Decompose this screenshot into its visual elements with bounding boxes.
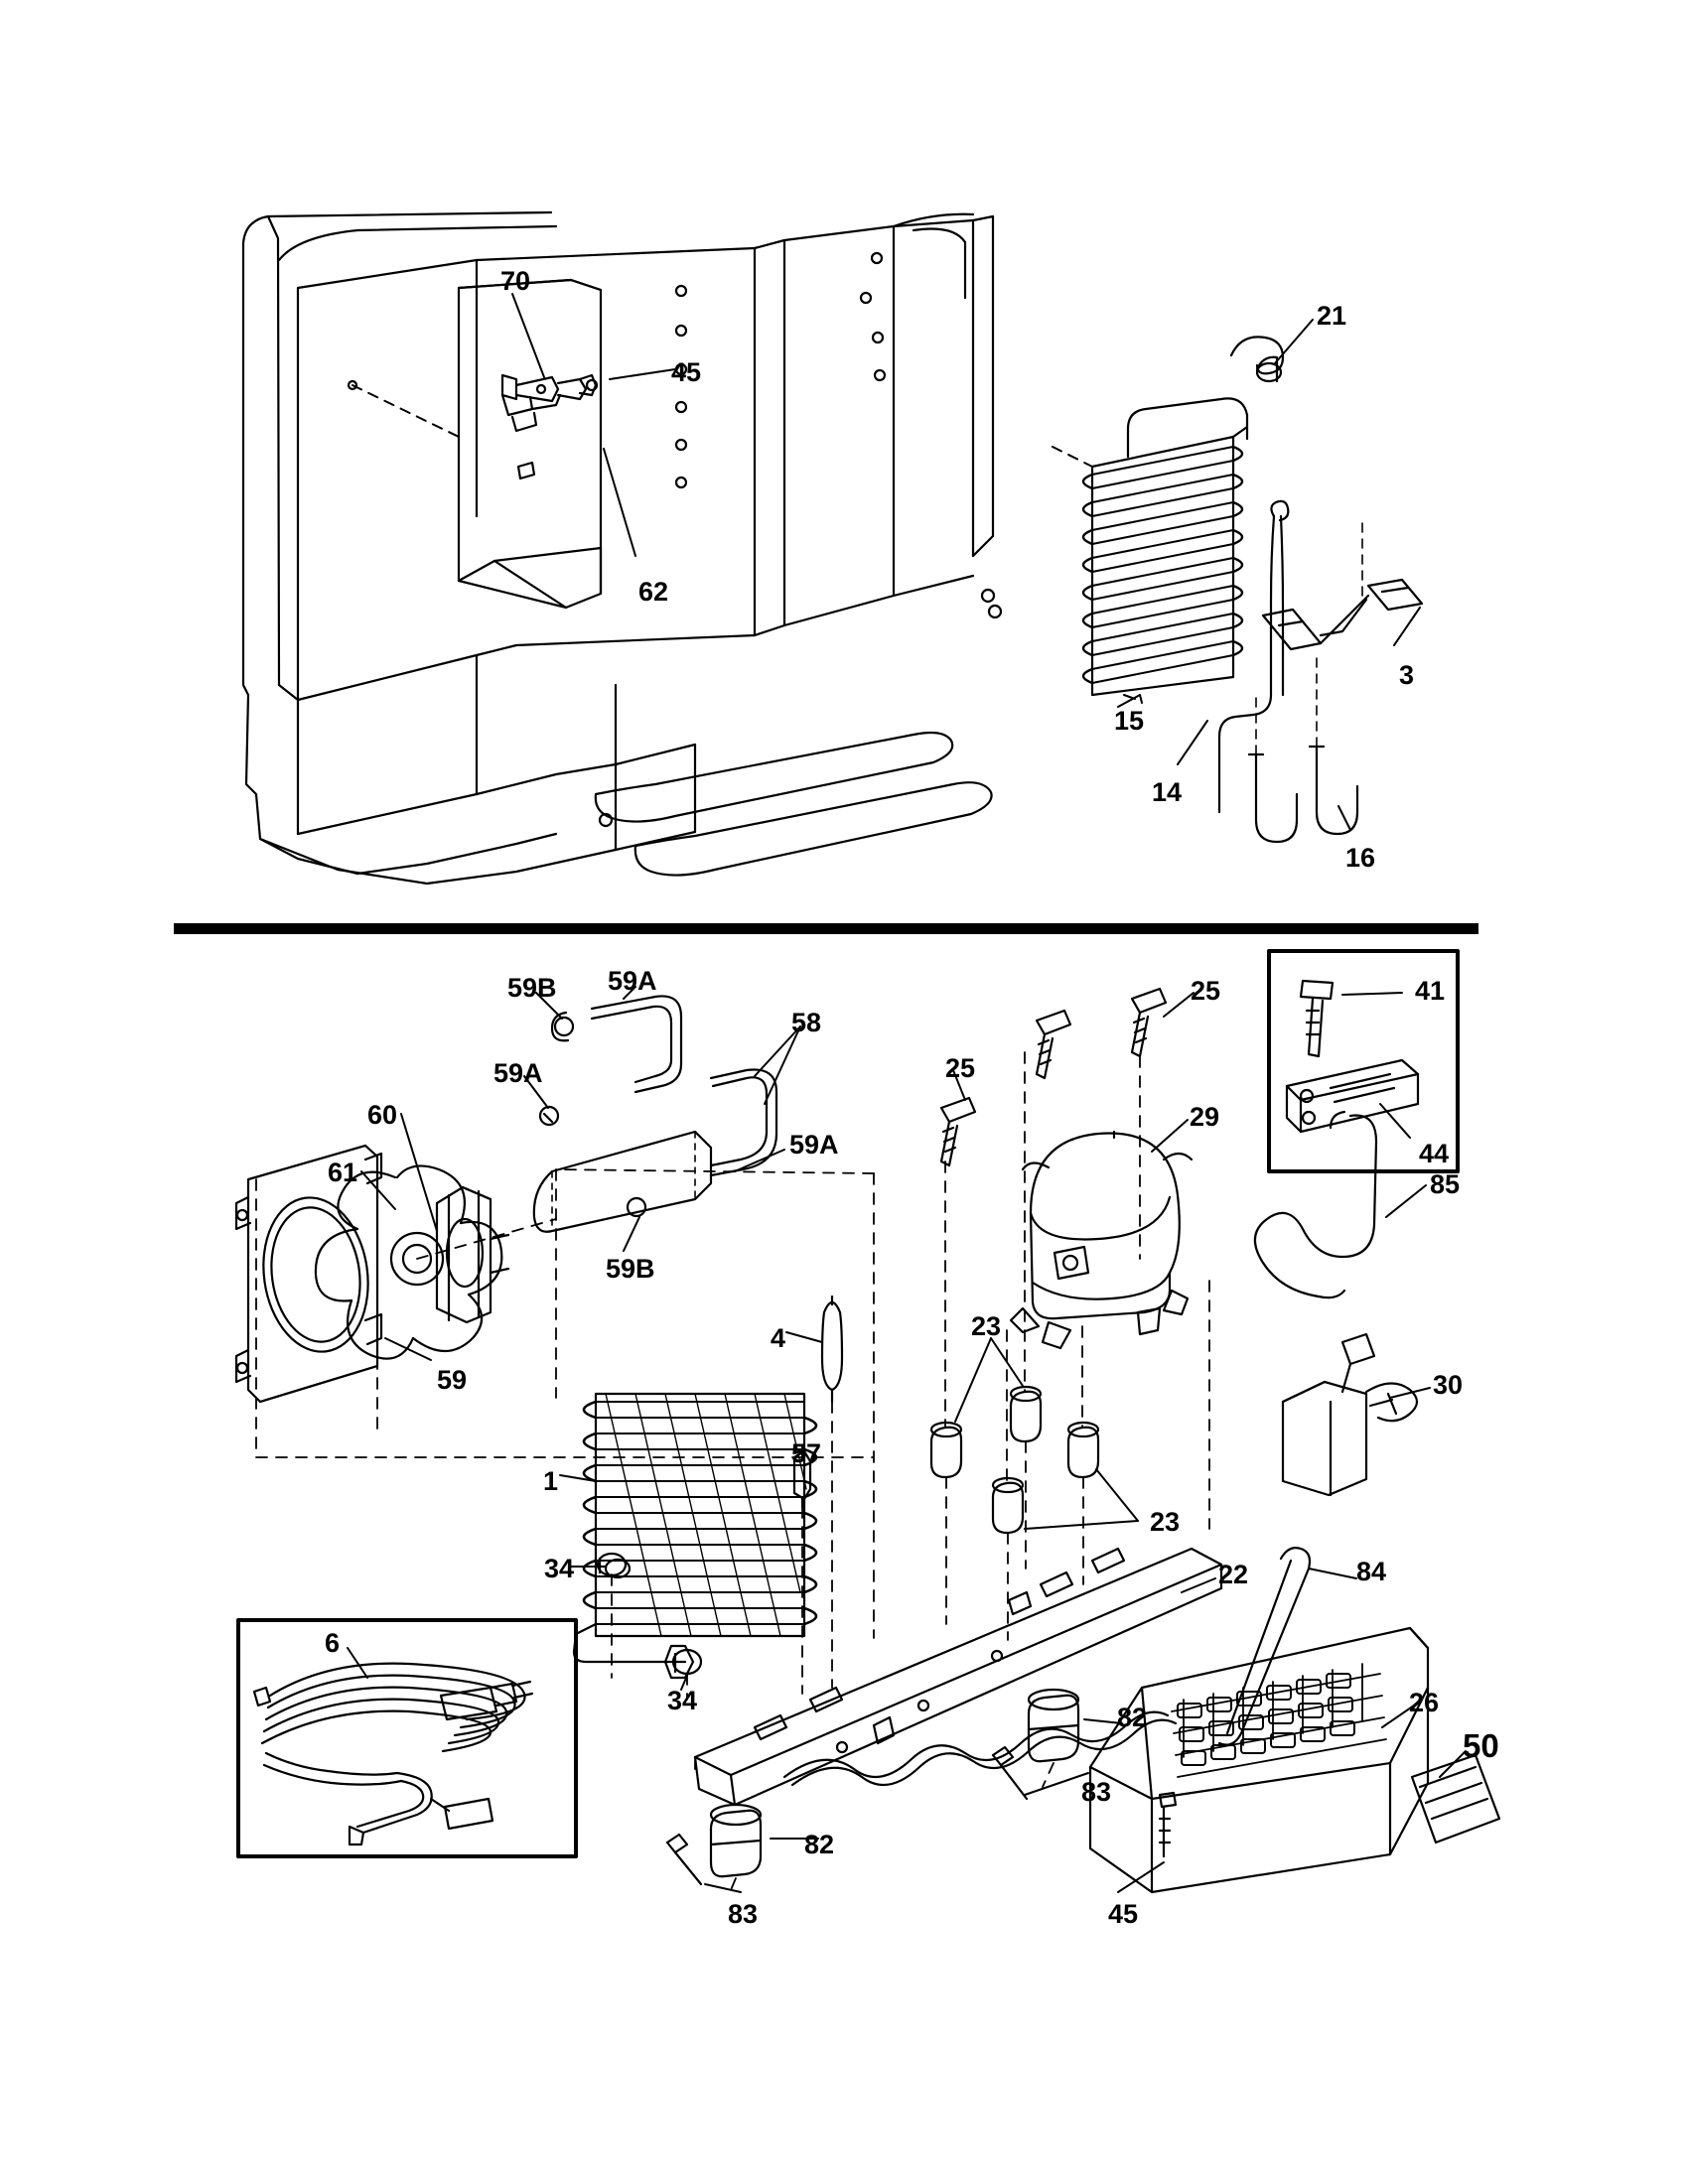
mount-grommet-23d bbox=[993, 1478, 1023, 1533]
section-divider bbox=[174, 923, 1478, 934]
callout-59a-left: 59A bbox=[493, 1058, 543, 1088]
alignment-lines-lower bbox=[256, 1052, 1209, 1890]
leader-lines-lower bbox=[348, 987, 1466, 1892]
part-21-tube bbox=[1231, 337, 1283, 381]
callout-45-upper: 45 bbox=[671, 357, 702, 387]
screw-25b bbox=[1132, 989, 1166, 1056]
part-4-component bbox=[822, 1297, 842, 1402]
grommet-34a bbox=[598, 1554, 626, 1575]
callout-83-right: 83 bbox=[1081, 1777, 1112, 1807]
callout-1: 1 bbox=[543, 1466, 559, 1496]
callout-58: 58 bbox=[791, 1008, 822, 1037]
compressor-29 bbox=[1011, 1132, 1192, 1348]
relay-overload-30 bbox=[1283, 1334, 1417, 1495]
callout-25-right: 25 bbox=[1191, 976, 1221, 1006]
defrost-parts-14-3-16 bbox=[1219, 501, 1422, 842]
freezer-air-duct-62 bbox=[459, 280, 601, 608]
callout-21: 21 bbox=[1317, 301, 1347, 331]
cabinet-assembly bbox=[243, 212, 1001, 884]
screw-83a bbox=[993, 1747, 1027, 1799]
mount-grommet-23c bbox=[1068, 1423, 1098, 1477]
callout-34-upper: 34 bbox=[544, 1554, 575, 1583]
inset-box-6-cord bbox=[238, 1620, 576, 1856]
callout-4: 4 bbox=[771, 1323, 786, 1353]
condenser-fan-blade-61 bbox=[316, 1165, 501, 1358]
callout-23-lower: 23 bbox=[1150, 1507, 1181, 1537]
callout-59a-top: 59A bbox=[608, 966, 657, 996]
callout-45-lower: 45 bbox=[1108, 1899, 1139, 1929]
evaporator-coil-15 bbox=[1083, 357, 1277, 695]
callout-83-left: 83 bbox=[728, 1899, 759, 1929]
callout-59: 59 bbox=[437, 1365, 468, 1395]
callout-44: 44 bbox=[1419, 1139, 1450, 1168]
callout-62: 62 bbox=[638, 577, 669, 607]
screw-45-lower bbox=[1160, 1793, 1176, 1856]
screw-25a bbox=[1037, 1011, 1070, 1078]
callout-70: 70 bbox=[500, 266, 531, 296]
screw-83b bbox=[667, 1835, 701, 1884]
callout-29: 29 bbox=[1190, 1102, 1220, 1132]
callout-14: 14 bbox=[1152, 777, 1183, 807]
callout-22: 22 bbox=[1218, 1560, 1249, 1589]
condenser-coil-1 bbox=[574, 1394, 816, 1678]
wire-85 bbox=[1255, 1112, 1376, 1297]
callout-34-lower: 34 bbox=[667, 1686, 698, 1715]
callout-59b-upper: 59B bbox=[507, 973, 557, 1003]
callout-50: 50 bbox=[1463, 1727, 1499, 1764]
callout-23-upper: 23 bbox=[971, 1311, 1002, 1341]
callout-41: 41 bbox=[1415, 976, 1446, 1006]
callout-57: 57 bbox=[791, 1438, 822, 1468]
callout-82-right: 82 bbox=[1117, 1703, 1148, 1732]
drier-assembly-58 bbox=[534, 996, 776, 1231]
machine-compartment-base-22 bbox=[695, 1549, 1221, 1805]
callout-6: 6 bbox=[325, 1628, 341, 1658]
callout-85: 85 bbox=[1430, 1169, 1461, 1199]
leader-lines-upper-right bbox=[1118, 320, 1420, 830]
callout-60: 60 bbox=[367, 1100, 398, 1130]
callout-16: 16 bbox=[1345, 843, 1376, 873]
mount-grommet-23a bbox=[931, 1423, 961, 1477]
callout-3: 3 bbox=[1399, 660, 1415, 690]
fan-shroud-59 bbox=[236, 1146, 381, 1402]
screw-25c bbox=[941, 1098, 975, 1165]
roller-82b bbox=[711, 1805, 761, 1876]
fan-motor-60 bbox=[437, 1187, 508, 1322]
part-50-plate bbox=[1412, 1755, 1499, 1843]
callout-26: 26 bbox=[1409, 1688, 1440, 1717]
callout-25-left: 25 bbox=[945, 1053, 976, 1083]
callout-61: 61 bbox=[328, 1158, 358, 1187]
callout-82-left: 82 bbox=[804, 1830, 835, 1859]
leader-lines-upper bbox=[352, 294, 1092, 556]
callout-59b-lower: 59B bbox=[606, 1254, 655, 1284]
mount-grommet-23b bbox=[1011, 1387, 1041, 1441]
roller-82a bbox=[1029, 1690, 1078, 1761]
callout-59a-right: 59A bbox=[789, 1130, 839, 1160]
callout-15: 15 bbox=[1114, 706, 1145, 736]
callout-84: 84 bbox=[1356, 1557, 1387, 1586]
callout-30: 30 bbox=[1433, 1370, 1464, 1400]
